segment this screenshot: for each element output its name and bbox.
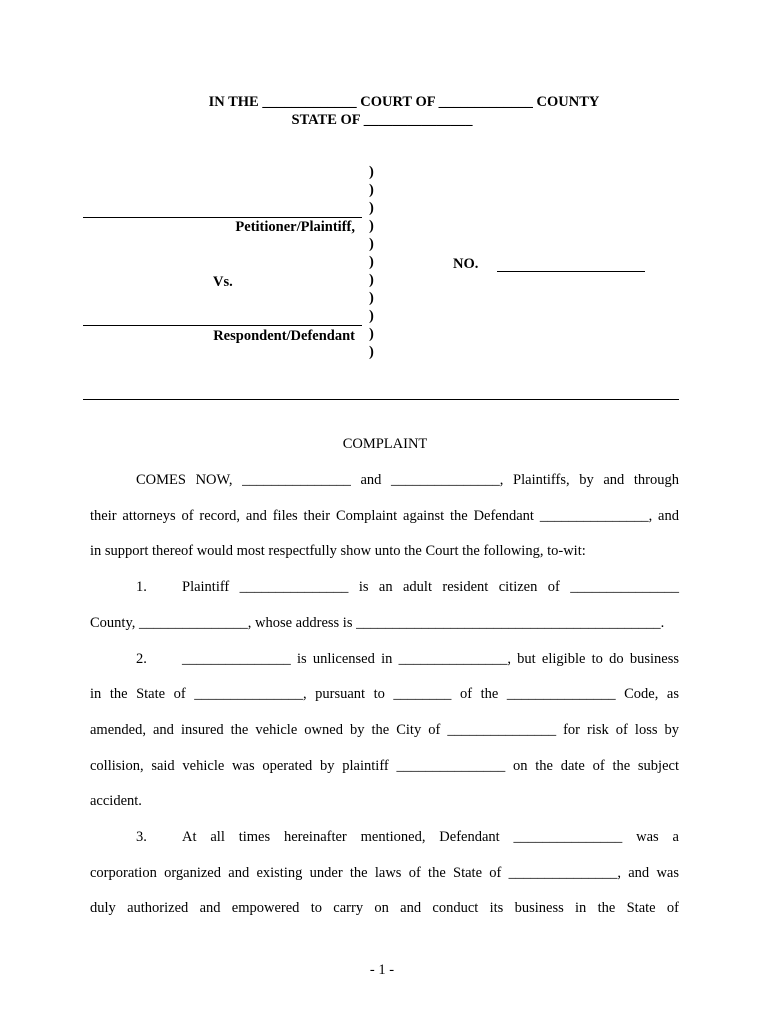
court-heading-line2: STATE OF _______________	[291, 112, 473, 128]
respondent-label: Respondent/Defendant	[213, 328, 355, 344]
paragraph-line: in the State of _______________, pursuant to ________ of the _______________ Code, as	[90, 686, 679, 703]
page-number: - 1 -	[369, 962, 395, 978]
paragraph-number: 1.	[136, 579, 147, 596]
paragraph-line: corporation organized and existing under the laws of the State of _______________, and was	[90, 864, 679, 881]
paragraph-line: County, _______________, whose address is __________________________________________.	[90, 614, 665, 631]
paragraph-line: amended, and insured the vehicle owned by the City of _______________ for risk of loss by	[90, 721, 679, 738]
case-number-label: NO.	[453, 256, 479, 272]
respondent-name-line	[83, 325, 362, 326]
caption-paren: )	[369, 182, 374, 198]
caption-paren: )	[369, 326, 374, 342]
paragraph-line: _______________ is unlicensed in _______________, but eligible to do business	[182, 650, 679, 667]
paragraph-line: collision, said vehicle was operated by plaintiff _______________ on the date of the subject	[90, 757, 679, 774]
caption-paren: )	[369, 308, 374, 324]
paragraph-line: Plaintiff _______________ is an adult resident citizen of _______________	[182, 579, 679, 596]
caption-paren: )	[369, 254, 374, 270]
paragraph-line: in support thereof would most respectfully show unto the Court the following, to-wit:	[90, 543, 586, 560]
paragraph-line: duly authorized and empowered to carry on and conduct its business in the State of	[90, 900, 679, 917]
document-title: COMPLAINT	[342, 436, 428, 452]
caption-divider	[83, 399, 679, 400]
caption-paren: )	[369, 236, 374, 252]
caption-paren: )	[369, 218, 374, 234]
case-number-line	[497, 271, 645, 272]
caption-paren: )	[369, 344, 374, 360]
caption-paren: )	[369, 272, 374, 288]
petitioner-label: Petitioner/Plaintiff,	[235, 219, 355, 235]
paragraph-line: At all times hereinafter mentioned, Defendant _______________ was a	[182, 829, 679, 845]
caption-paren: )	[369, 290, 374, 306]
caption-paren: )	[369, 164, 374, 180]
paragraph-line: COMES NOW, _______________ and _______________, Plaintiffs, by and through	[136, 472, 679, 488]
court-heading-line1: IN THE _____________ COURT OF _____________ COUNTY	[208, 94, 600, 110]
petitioner-name-line	[83, 217, 362, 218]
caption-paren: )	[369, 200, 374, 216]
paragraph-line: their attorneys of record, and files their Complaint against the Defendant _______________, and	[90, 507, 679, 524]
paragraph-number: 2.	[136, 650, 147, 667]
paragraph-line: accident.	[90, 793, 142, 810]
paragraph-number: 3.	[136, 829, 147, 845]
versus-label: Vs.	[213, 274, 233, 290]
